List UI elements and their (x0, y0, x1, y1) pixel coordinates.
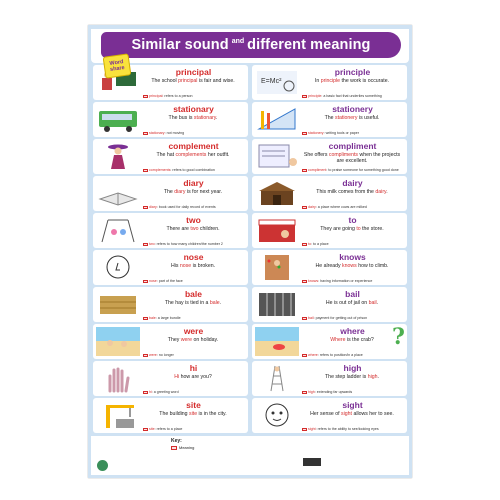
sentence-end: is useful. (357, 115, 380, 121)
word-card-sight (252, 398, 407, 433)
badge-line-2: share (109, 64, 126, 73)
meaning-word: stationery (308, 131, 324, 135)
word-pair-row (93, 102, 407, 137)
sentence-highlight: were (180, 337, 193, 343)
card-word: dairy (342, 178, 363, 188)
meaning-icon (143, 280, 148, 283)
title-part-2: and (231, 38, 245, 45)
poster (88, 25, 412, 478)
hay-bale-icon (96, 290, 140, 319)
card-sentence (141, 337, 245, 343)
meaning-text: : to praise someone for something good done (326, 168, 399, 172)
meaning-icon (302, 428, 307, 431)
meaning-icon (143, 354, 148, 357)
card-sentence (141, 152, 245, 158)
meaning-icon (302, 243, 307, 246)
sentence-start: She offers (303, 152, 329, 158)
word-pair-row (93, 250, 407, 285)
card-word: stationery (332, 104, 373, 114)
word-grid (93, 65, 407, 435)
meaning-text: : part of the face (156, 279, 183, 283)
sentence-start: They (167, 337, 181, 343)
card-meaning (143, 279, 246, 283)
sentence-end: the store. (360, 226, 384, 232)
card-word: knows (339, 252, 366, 262)
face-icon (96, 253, 140, 282)
sentence-end: is fair and wise. (197, 78, 235, 84)
card-meaning (302, 353, 405, 357)
title-part-3: different meaning (247, 37, 371, 53)
meaning-text: : writing tools or paper (323, 131, 359, 135)
bus-icon (96, 105, 140, 134)
sentence-highlight: bale (209, 300, 220, 306)
sentence-highlight: two (190, 226, 199, 232)
sentence-end: . (216, 115, 218, 121)
word-card-were (93, 324, 248, 359)
page-title (101, 32, 401, 58)
card-sentence (141, 78, 245, 84)
word-pair-row (93, 398, 407, 433)
sentence-end: when the projects are excellent. (336, 152, 401, 164)
meaning-text: : refers to the ability to see/looking eyes (315, 427, 379, 431)
meaning-word: principal (149, 94, 163, 98)
word-card-to (252, 213, 407, 248)
sentence-start: He already (315, 263, 343, 269)
sentence-start: He is out of jail on (325, 300, 369, 306)
meaning-word: stationary (149, 131, 165, 135)
card-meaning (143, 94, 246, 98)
meaning-word: dairy (308, 205, 316, 209)
card-meaning (302, 205, 405, 209)
card-sentence (300, 152, 404, 164)
meaning-text: : refers to a place (154, 427, 183, 431)
sentence-start: The (324, 115, 335, 121)
chart-icon (255, 142, 299, 171)
card-word: sight (342, 400, 363, 410)
meaning-text: : extending far upwards (314, 390, 353, 394)
word-card-two (93, 213, 248, 248)
card-meaning (143, 131, 246, 135)
stationery-icon (255, 105, 299, 134)
card-word: two (186, 215, 201, 225)
meaning-icon (143, 169, 148, 172)
sentence-start: There are (166, 226, 191, 232)
card-meaning (302, 242, 405, 246)
sentence-highlight: diary (174, 189, 186, 195)
card-meaning (302, 94, 405, 98)
sentence-highlight: principle (320, 78, 341, 84)
card-meaning (302, 131, 405, 135)
crane-icon (96, 401, 140, 430)
meaning-icon (302, 169, 307, 172)
meaning-word: nose (149, 279, 157, 283)
card-sentence (141, 226, 245, 232)
sentence-start: This milk comes from the (316, 189, 376, 195)
word-card-hi (93, 361, 248, 396)
sentence-end: on holiday. (192, 337, 219, 343)
key-item-label: Meaning (179, 445, 195, 450)
sentence-end: . (386, 189, 388, 195)
meaning-text: : book used for daily record of events (156, 205, 216, 209)
meaning-icon (143, 206, 148, 209)
card-sentence (300, 78, 404, 84)
meaning-word: site (149, 427, 155, 431)
sentence-start: The bus is (168, 115, 194, 121)
card-sentence (141, 374, 245, 380)
meaning-word: bale (149, 316, 156, 320)
meaning-icon (302, 280, 307, 283)
card-meaning (302, 316, 405, 320)
card-meaning (143, 205, 246, 209)
barcode-icon (303, 458, 321, 466)
meaning-icon (302, 391, 307, 394)
card-sentence (141, 263, 245, 269)
sentence-start: In (314, 78, 321, 84)
meaning-word: hi (149, 390, 152, 394)
formula-icon (255, 68, 299, 97)
sentence-end: the work is occurate. (340, 78, 390, 84)
card-word: high (343, 363, 362, 373)
card-sentence (300, 226, 404, 232)
card-sentence (141, 189, 245, 195)
meaning-word: complements (149, 168, 171, 172)
word-card-principle (252, 65, 407, 100)
sentence-start: Her sense of (310, 411, 342, 417)
word-card-diary (93, 176, 248, 211)
card-sentence (300, 263, 404, 269)
word-card-dairy (252, 176, 407, 211)
card-sentence (141, 411, 245, 417)
meaning-word: sight (308, 427, 316, 431)
sentence-end: . (376, 300, 379, 306)
word-card-knows (252, 250, 407, 285)
meaning-word: where (308, 353, 318, 357)
jail-icon (255, 290, 299, 319)
card-sentence (300, 115, 404, 121)
word-pair-row (93, 287, 407, 322)
meaning-word: bail (308, 316, 314, 320)
word-card-where (252, 324, 407, 359)
card-word: nose (183, 252, 204, 262)
climbing-icon (255, 253, 299, 282)
svg-text:E=Mc²: E=Mc² (261, 78, 282, 85)
word-card-site (93, 398, 248, 433)
card-word: to (348, 215, 357, 225)
meaning-icon (143, 391, 148, 394)
meaning-icon (171, 446, 177, 450)
sentence-start: The step ladder is (325, 374, 368, 380)
sentence-end: children. (198, 226, 220, 232)
sentence-end: is the crab? (345, 337, 374, 343)
card-word: site (186, 400, 201, 410)
word-pair-row (93, 176, 407, 211)
meaning-text: : no longer (156, 353, 174, 357)
sentence-end: is broken. (191, 263, 216, 269)
sentence-end: . (377, 374, 379, 380)
sentence-start: They are going (320, 226, 357, 232)
card-meaning (302, 390, 405, 394)
sentence-end: how are you? (179, 374, 212, 380)
key-item (171, 445, 194, 450)
card-meaning (302, 168, 405, 172)
meaning-text: : payment for getting out of prison (313, 316, 368, 320)
word-card-nose (93, 250, 248, 285)
barn-icon (255, 179, 299, 208)
question-mark-icon: ? (392, 324, 405, 350)
meaning-icon (143, 132, 148, 135)
sentence-end: is in the city. (197, 411, 227, 417)
word-pair-row (93, 139, 407, 174)
sentence-end: how to climb. (356, 263, 389, 269)
meaning-icon (302, 354, 307, 357)
card-meaning (143, 316, 246, 320)
meaning-word: two (149, 242, 155, 246)
meaning-text: : refers to how many children/the number 2 (154, 242, 223, 246)
hand-icon (96, 364, 140, 393)
meaning-text: : a basic fact that underlies something (321, 94, 382, 98)
meaning-text: : refers to good combination (170, 168, 215, 172)
meaning-text: : a greeting word (151, 390, 179, 394)
word-pair-row (93, 361, 407, 396)
sentence-highlight: stationery (334, 115, 358, 121)
sentence-highlight: compliments (328, 152, 358, 158)
card-sentence (141, 300, 245, 306)
card-word: complement (168, 141, 219, 151)
word-card-high (252, 361, 407, 396)
card-word: compliment (328, 141, 377, 151)
meaning-icon (143, 317, 148, 320)
word-pair-row (93, 324, 407, 359)
meaning-word: were (149, 353, 157, 357)
meaning-icon (302, 206, 307, 209)
card-meaning (143, 390, 246, 394)
card-sentence (141, 115, 245, 121)
store-icon (255, 216, 299, 245)
card-sentence (300, 189, 404, 195)
card-word: were (183, 326, 204, 336)
sentence-start: The (163, 189, 175, 195)
sentence-start: His (170, 263, 180, 269)
sentence-highlight: sight (341, 411, 352, 417)
word-card-stationery (252, 102, 407, 137)
card-sentence (300, 300, 404, 306)
sentence-start: The hay is tied in a (164, 300, 210, 306)
meaning-text: : a large bundle (155, 316, 181, 320)
word-card-stationary (93, 102, 248, 137)
card-meaning (143, 168, 246, 172)
word-card-complement (93, 139, 248, 174)
title-bar (91, 29, 409, 63)
sentence-start: The building (159, 411, 190, 417)
card-meaning (302, 427, 405, 431)
card-word: diary (183, 178, 204, 188)
sentence-end: is for next year. (185, 189, 223, 195)
sentence-highlight: site (189, 411, 198, 417)
card-word: stationary (173, 104, 214, 114)
meaning-text: : refers to a person (162, 94, 193, 98)
card-word: hi (189, 363, 198, 373)
sentence-highlight: bail (368, 300, 377, 306)
eye-face-icon (255, 401, 299, 430)
card-meaning (143, 427, 246, 431)
sentence-end: her outfit. (206, 152, 230, 158)
card-word: principle (334, 67, 371, 77)
sentence-highlight: complements (175, 152, 207, 158)
badge-line-1: Word (109, 59, 124, 67)
sentence-end: allows her to see. (352, 411, 394, 417)
word-pair-row (93, 65, 407, 100)
beach-icon (96, 327, 140, 356)
diary-icon (96, 179, 140, 208)
meaning-word: knows (308, 279, 319, 283)
word-card-bail (252, 287, 407, 322)
sentence-start: The school (151, 78, 179, 84)
meaning-icon (302, 317, 307, 320)
footer (91, 436, 409, 475)
meaning-text: : a place where cows are milked (315, 205, 367, 209)
card-sentence (300, 411, 404, 417)
sentence-highlight: dairy (375, 189, 387, 195)
card-meaning (143, 353, 246, 357)
meaning-word: compliment (308, 168, 327, 172)
card-word: bail (345, 289, 360, 299)
woman-hat-icon (96, 142, 140, 171)
sentence-highlight: Hi (174, 374, 180, 380)
meaning-text: : having information or experience (318, 279, 373, 283)
sentence-highlight: principal (178, 78, 198, 84)
card-word: principal (175, 67, 212, 77)
word-pair-row (93, 213, 407, 248)
card-word: where (340, 326, 365, 336)
meaning-icon (302, 95, 307, 98)
card-sentence (300, 337, 404, 343)
meaning-word: principle (308, 94, 322, 98)
publisher-logo-icon (97, 460, 108, 471)
ladder-icon (255, 364, 299, 393)
meaning-text: : not moving (164, 131, 185, 135)
sentence-highlight: nose (179, 263, 192, 269)
meaning-text: : to a place (311, 242, 329, 246)
meaning-word: to (308, 242, 311, 246)
sentence-highlight: Where (330, 337, 346, 343)
key-title: Key: (171, 438, 182, 444)
meaning-word: high (308, 390, 315, 394)
crab-beach-icon (255, 327, 299, 356)
meaning-icon (143, 243, 148, 246)
word-share-badge (103, 53, 132, 78)
sentence-end: . (219, 300, 222, 306)
word-card-bale (93, 287, 248, 322)
sentence-highlight: high (367, 374, 378, 380)
sentence-start: The hat (156, 152, 176, 158)
card-meaning (143, 242, 246, 246)
card-meaning (302, 279, 405, 283)
sentence-highlight: stationary (193, 115, 217, 121)
swing-icon (96, 216, 140, 245)
card-sentence (300, 374, 404, 380)
sentence-highlight: to (356, 226, 361, 232)
title-part-1: Similar sound (131, 37, 229, 53)
word-card-compliment (252, 139, 407, 174)
meaning-icon (143, 428, 148, 431)
meaning-word: diary (149, 205, 157, 209)
sentence-highlight: knows (342, 263, 357, 269)
meaning-text: : refers to position/in a place (317, 353, 363, 357)
card-word: bale (184, 289, 202, 299)
meaning-icon (143, 95, 148, 98)
meaning-icon (302, 132, 307, 135)
